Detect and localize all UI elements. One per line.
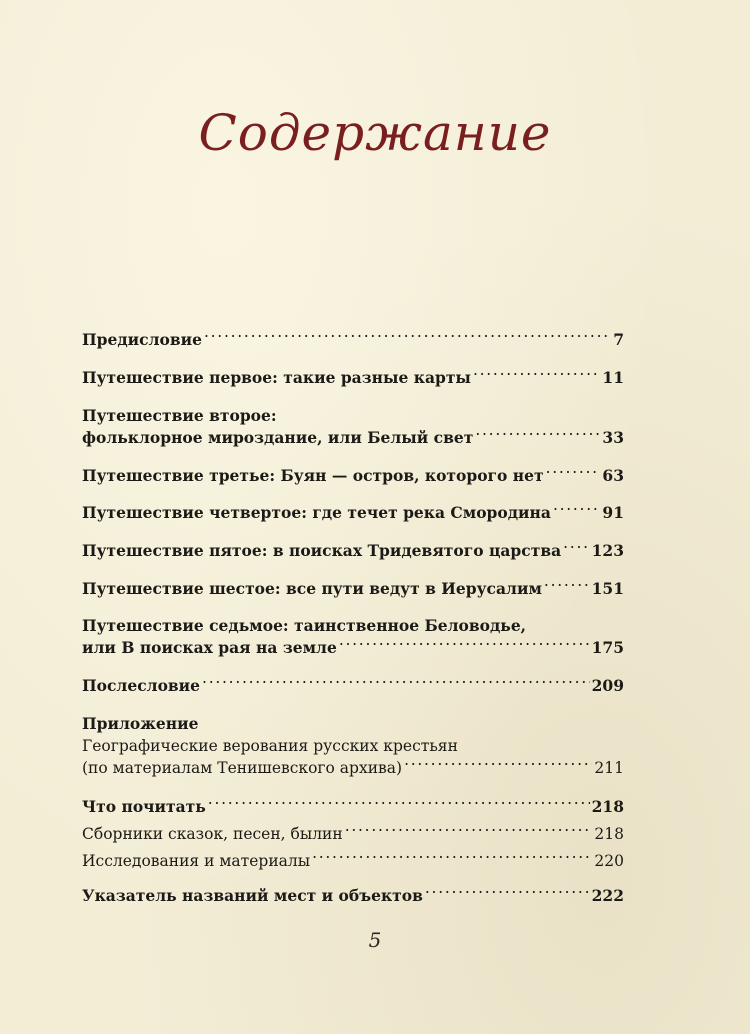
toc-entry-title: фольклорное мироздание, или Белый свет <box>82 428 474 447</box>
leader-dots <box>563 541 590 557</box>
toc-entry-research[interactable] <box>82 850 624 872</box>
toc-entry-title: Путешествие третье: Буян — остров, которого нет <box>82 466 544 485</box>
toc-entry-journey-5[interactable] <box>82 540 624 562</box>
toc-entry-title: Что почитать <box>82 797 206 816</box>
page-number: 5 <box>368 928 382 952</box>
toc-entry-title: Указатель названий мест и объектов <box>82 886 423 905</box>
toc-entry-title: Путешествие четвертое: где течет река Смородина <box>82 503 551 522</box>
toc-entry-title-line: Путешествие седьмое: таинственное Беловодье, <box>82 616 527 635</box>
toc-entry-page: 151 <box>591 579 624 598</box>
toc-entry-page: 33 <box>602 428 624 447</box>
toc-entry-page: 91 <box>602 503 624 522</box>
toc-entry-afterword[interactable] <box>82 675 624 697</box>
toc-entry-page: 11 <box>602 368 624 387</box>
toc-entry-page: 211 <box>594 759 624 777</box>
toc-entry-journey-1[interactable] <box>82 367 624 389</box>
toc-entry-title-line: Путешествие второе: <box>82 406 277 425</box>
toc-entry-title: (по материалам Тенишевского архива) <box>82 759 403 777</box>
leader-dots <box>204 330 611 346</box>
leader-dots <box>546 466 601 482</box>
leader-dots <box>345 824 593 840</box>
toc-entry-journey-2[interactable] <box>82 405 624 449</box>
toc-entry-title-line: Географические верования русских крестьян <box>82 737 458 755</box>
leader-dots <box>312 851 592 867</box>
toc-entry-title: Послесловие <box>82 676 201 695</box>
toc-entry-title-line: Приложение <box>82 714 199 733</box>
toc-entry-page: 222 <box>591 886 624 905</box>
leader-dots <box>544 579 590 595</box>
toc-entry-page: 218 <box>591 797 624 816</box>
toc-entry-journey-6[interactable] <box>82 578 624 600</box>
toc-entry-journey-7[interactable] <box>82 615 624 659</box>
toc-entry-title: Путешествие пятое: в поисках Тридевятого царства <box>82 541 562 560</box>
leader-dots <box>404 758 592 774</box>
leader-dots <box>208 797 590 813</box>
page-title: Содержание <box>198 104 552 162</box>
toc-entry-page: 7 <box>613 330 624 349</box>
toc-entry-journey-3[interactable] <box>82 465 624 487</box>
toc-entry-title: Предисловие <box>82 330 202 349</box>
leader-dots <box>202 676 590 692</box>
toc-entry-page: 220 <box>594 852 624 870</box>
toc-entry-page: 209 <box>591 676 624 695</box>
leader-dots <box>425 886 590 902</box>
leader-dots <box>473 368 600 384</box>
toc-entry-title: Путешествие первое: такие разные карты <box>82 368 471 387</box>
leader-dots <box>475 428 600 444</box>
toc-entry-reading[interactable] <box>82 796 624 818</box>
toc-entry-title: или В поисках рая на земле <box>82 638 337 657</box>
toc-entry-title: Сборники сказок, песен, былин <box>82 825 343 843</box>
toc-entry-title: Исследования и материалы <box>82 852 311 870</box>
toc-entry-index[interactable] <box>82 885 624 907</box>
toc-entry-collections[interactable] <box>82 823 624 845</box>
leader-dots <box>339 638 590 654</box>
leader-dots <box>553 503 600 519</box>
toc-entry-title: Путешествие шестое: все пути ведут в Иерусалим <box>82 579 542 598</box>
toc-entry-journey-4[interactable] <box>82 502 624 524</box>
toc-entry-preface[interactable] <box>82 329 624 351</box>
toc-entry-page: 63 <box>602 466 624 485</box>
toc-entry-appendix[interactable] <box>82 713 624 779</box>
toc-entry-page: 175 <box>591 638 624 657</box>
toc-entry-page: 218 <box>594 825 624 843</box>
toc-entry-page: 123 <box>591 541 624 560</box>
